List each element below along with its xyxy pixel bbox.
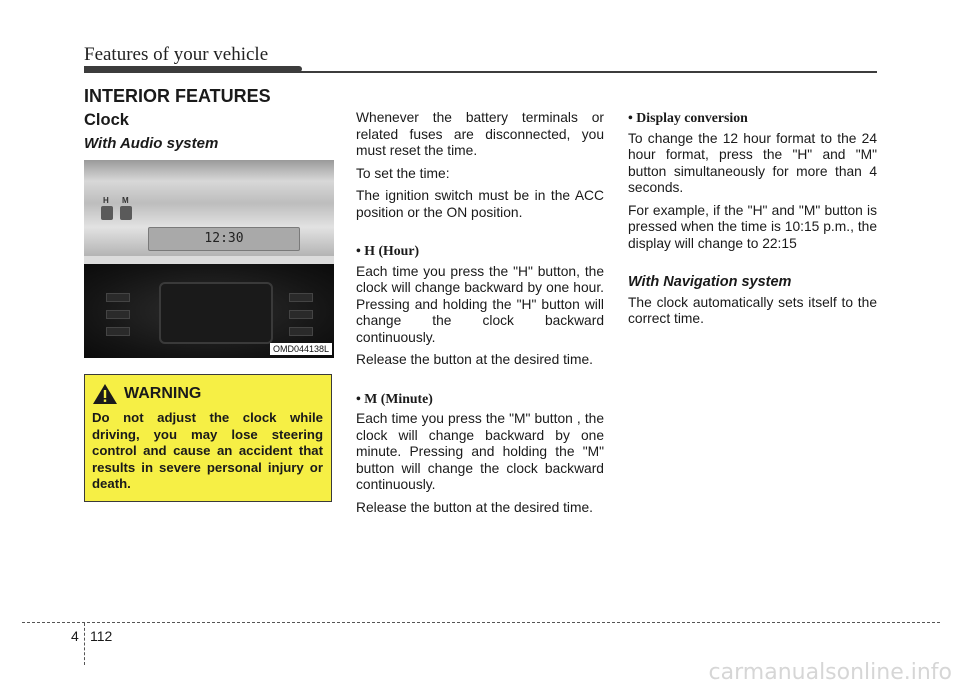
page-number: 112 bbox=[90, 628, 113, 644]
navigation-paragraph: The clock automatically sets itself to the correct time. bbox=[628, 294, 877, 326]
header-rule bbox=[84, 71, 877, 73]
audio-key bbox=[289, 310, 313, 319]
battery-paragraph: Whenever the battery terminals or related fuses are disconnected, you must reset the time. bbox=[356, 110, 604, 158]
clock-display: 12:30 bbox=[148, 227, 300, 251]
audio-key bbox=[289, 327, 313, 336]
minute-paragraph: Each time you press the "M" button , the clock will change backward by one minute. Pressing and holding the "M" button will change the clock backward continuously. bbox=[356, 411, 604, 492]
warning-header bbox=[92, 383, 323, 405]
figure-code: OMD044138L bbox=[270, 343, 332, 355]
chapter-number: 4 bbox=[71, 628, 79, 644]
warning-triangle-icon bbox=[92, 383, 118, 405]
section-title: INTERIOR FEATURES bbox=[84, 86, 271, 106]
page-header-title: Features of your vehicle bbox=[84, 44, 269, 65]
hour-release-paragraph: Release the button at the desired time. bbox=[356, 352, 593, 367]
hour-heading: • H (Hour) bbox=[356, 243, 420, 258]
audio-screen bbox=[159, 282, 273, 344]
warning-text: Do not adjust the clock while driving, you may lose steering control and cause an accident that results in severe personal injury or death. bbox=[92, 410, 323, 491]
clock-title: Clock bbox=[84, 111, 129, 129]
set-time-intro: To set the time: bbox=[356, 165, 450, 181]
column-3 bbox=[628, 110, 877, 334]
watermark: carmanualsonline.info bbox=[708, 660, 952, 685]
h-button bbox=[101, 206, 113, 220]
minute-heading: • M (Minute) bbox=[356, 390, 433, 406]
footer-rule bbox=[22, 622, 940, 623]
display-example-paragraph: For example, if the "H" and "M" button is pressed when the time is 10:15 p.m., the display will change to 22:15 bbox=[628, 202, 877, 251]
footer-divider bbox=[84, 623, 85, 665]
display-conversion-paragraph: To change the 12 hour format to the 24 hour format, press the "H" and "M" button simultaneously for more than 4 seconds. bbox=[628, 130, 877, 195]
h-button-label: H bbox=[103, 196, 109, 205]
column-2 bbox=[356, 110, 604, 522]
display-conversion-heading: • Display conversion bbox=[628, 110, 748, 125]
minute-release-paragraph: Release the button at the desired time. bbox=[356, 499, 593, 515]
warning-box bbox=[84, 374, 332, 502]
audio-key bbox=[106, 293, 130, 302]
hour-paragraph: Each time you press the "H" button, the clock will change backward by one hour. Pressing and holding the "H" button will change the clock backward continuously. bbox=[356, 263, 604, 345]
audio-key bbox=[106, 327, 130, 336]
audio-system-title: With Audio system bbox=[84, 135, 219, 152]
m-button bbox=[120, 206, 132, 220]
audio-key bbox=[106, 310, 130, 319]
dash-trim-strip bbox=[84, 256, 334, 264]
audio-key bbox=[289, 293, 313, 302]
warning-title: WARNING bbox=[124, 385, 202, 402]
m-button-label: M bbox=[122, 196, 129, 205]
ignition-paragraph: The ignition switch must be in the ACC position or the ON position. bbox=[356, 188, 604, 220]
clock-figure bbox=[84, 160, 334, 358]
navigation-heading: With Navigation system bbox=[628, 274, 792, 290]
